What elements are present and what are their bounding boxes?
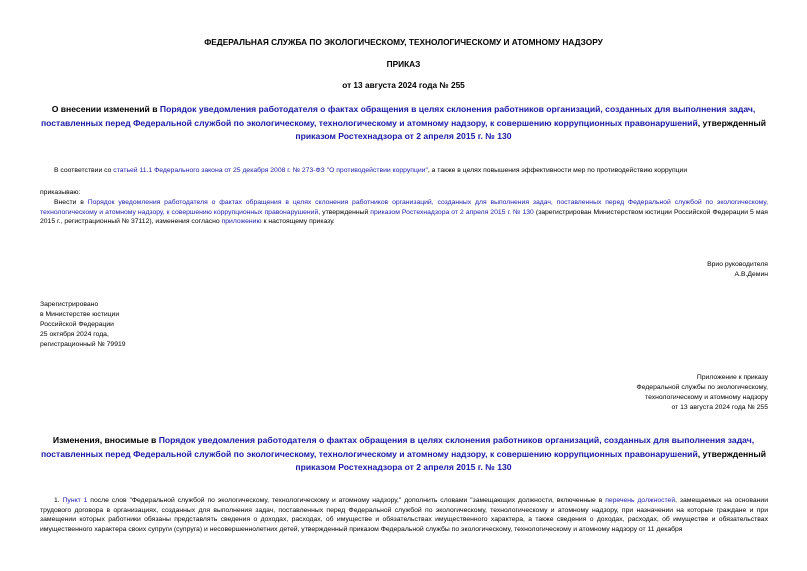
item-1-positions-list-link[interactable]: перечень должностей [605, 497, 676, 504]
item-1-clause-link[interactable]: Пункт 1 [62, 497, 88, 504]
doc-type: ПРИКАЗ [386, 59, 421, 69]
appendix-note-line-4: от 13 августа 2024 года № 255 [671, 404, 768, 411]
order-title [30, 103, 777, 144]
order-body-text-3: (зарегистрирован Министерством юстиции Российской Федерации 5 мая 2015 г., регистрационный № 37112), изменения согласно [40, 208, 768, 226]
registration-line-2: в Министерстве юстиции [40, 311, 120, 318]
registration-block [40, 300, 126, 350]
order-title-middle: , утвержденный [697, 117, 767, 128]
appendix-note [637, 373, 768, 413]
item-1-number: 1. [54, 497, 63, 504]
order-title-order-link[interactable]: приказом Ростехнадзора от 2 апреля 2015 г. № 130 [295, 131, 512, 141]
preamble-law-link[interactable]: статьей 11.1 Федерального закона от 25 декабря 2008 г. № 273-ФЗ "О противодействии коррупции" [113, 167, 428, 174]
item-1-text-2: , замещаемых на основании трудового договора в организациях, созданных для выполнения задач, поставленных перед Федеральной службой по экологическому, технологическому и атомному надзору, при назначении на которые граждане и при замещении которых работники обязаны представлять сведения о доходах, расходах, об имуществе и обязательствах имущественного характера, а также сведения о доходах, расходах, об имуществе и обязательствах имущественного характера своих супруги (супруга) и несовершеннолетних детей, утвержденный приказом Федеральной службы по экологическому, технологическому и атомному надзору от 11 декабря [40, 497, 768, 533]
order-body [40, 198, 768, 227]
signature-block [707, 260, 768, 280]
order-title-prefix: О внесении изменений в [51, 104, 160, 114]
registration-line-4: 25 октября 2024 года, [40, 331, 109, 338]
order-body-appendix-link[interactable]: приложению [221, 218, 262, 226]
registration-line-5: регистрационный № 79919 [40, 341, 126, 348]
order-body-text-1: Внести в [54, 199, 88, 206]
order-body-procedure-link[interactable]: Порядок уведомления работодателя о фактах обращения в целях склонения работников организаций, созданных для выполнения задач, поставленных перед Федеральной службой по экологическому, технологическому и атомному надзору, к совершению коррупционных правонарушений [40, 199, 768, 216]
changes-heading-procedure-link[interactable]: Порядок уведомления работодателя о фактах обращения в целях склонения работников организаций, созданных для выполнения задач, поставленных перед Федеральной службой по экологическому, технологическому и атомному надзору, к совершению коррупционных правонарушений [40, 435, 755, 459]
order-body-order-link[interactable]: приказом Ростехнадзора от 2 апреля 2015 г. № 130 [370, 208, 534, 216]
registration-line-3: Российской Федерации [40, 321, 114, 328]
agency-name: ФЕДЕРАЛЬНАЯ СЛУЖБА ПО ЭКОЛОГИЧЕСКОМУ, ТЕХНОЛОГИЧЕСКОМУ И АТОМНОМУ НАДЗОРУ [204, 37, 603, 47]
changes-heading-middle: , утвержденный [697, 448, 767, 459]
changes-heading-prefix: Изменения, вносимые в [52, 435, 159, 445]
preamble-text-start: В соответствии со [54, 167, 114, 174]
preamble-text-end: , а также в целях повышения эффективности мер по противодействию коррупции [427, 167, 688, 174]
appendix-note-line-1: Приложение к приказу [696, 374, 768, 381]
order-body-text-2: , утвержденный [318, 208, 371, 216]
item-1-text-1: после слов "Федеральной службой по экологическому, технологическому и атомному надзору," дополнить словами "замещающих должности, включенные в [87, 497, 606, 504]
preamble [40, 166, 768, 176]
item-1 [40, 496, 768, 534]
doc-date: от 13 августа 2024 года № 255 [342, 80, 465, 90]
order-body-text-4: к настоящему приказу. [261, 218, 335, 226]
signature-name: А.В.Демин [734, 271, 768, 278]
order-title-procedure-link[interactable]: Порядок уведомления работодателя о фактах обращения в целях склонения работников организаций, созданных для выполнения задач, поставленных перед Федеральной службой по экологическому, технологическому и атомному надзору, к совершению коррупционных правонарушений [40, 104, 756, 128]
registration-line-1: Зарегистрировано [40, 301, 99, 308]
changes-heading-order-link[interactable]: приказом Ростехнадзора от 2 апреля 2015 г. № 130 [295, 462, 512, 472]
changes-heading [30, 434, 777, 475]
signature-position: Врио руководителя [707, 261, 768, 268]
appendix-note-line-2: Федеральной службы по экологическому, [636, 384, 768, 391]
appendix-note-line-3: технологическому и атомному надзору [645, 394, 768, 401]
order-word: приказываю: [40, 189, 81, 196]
